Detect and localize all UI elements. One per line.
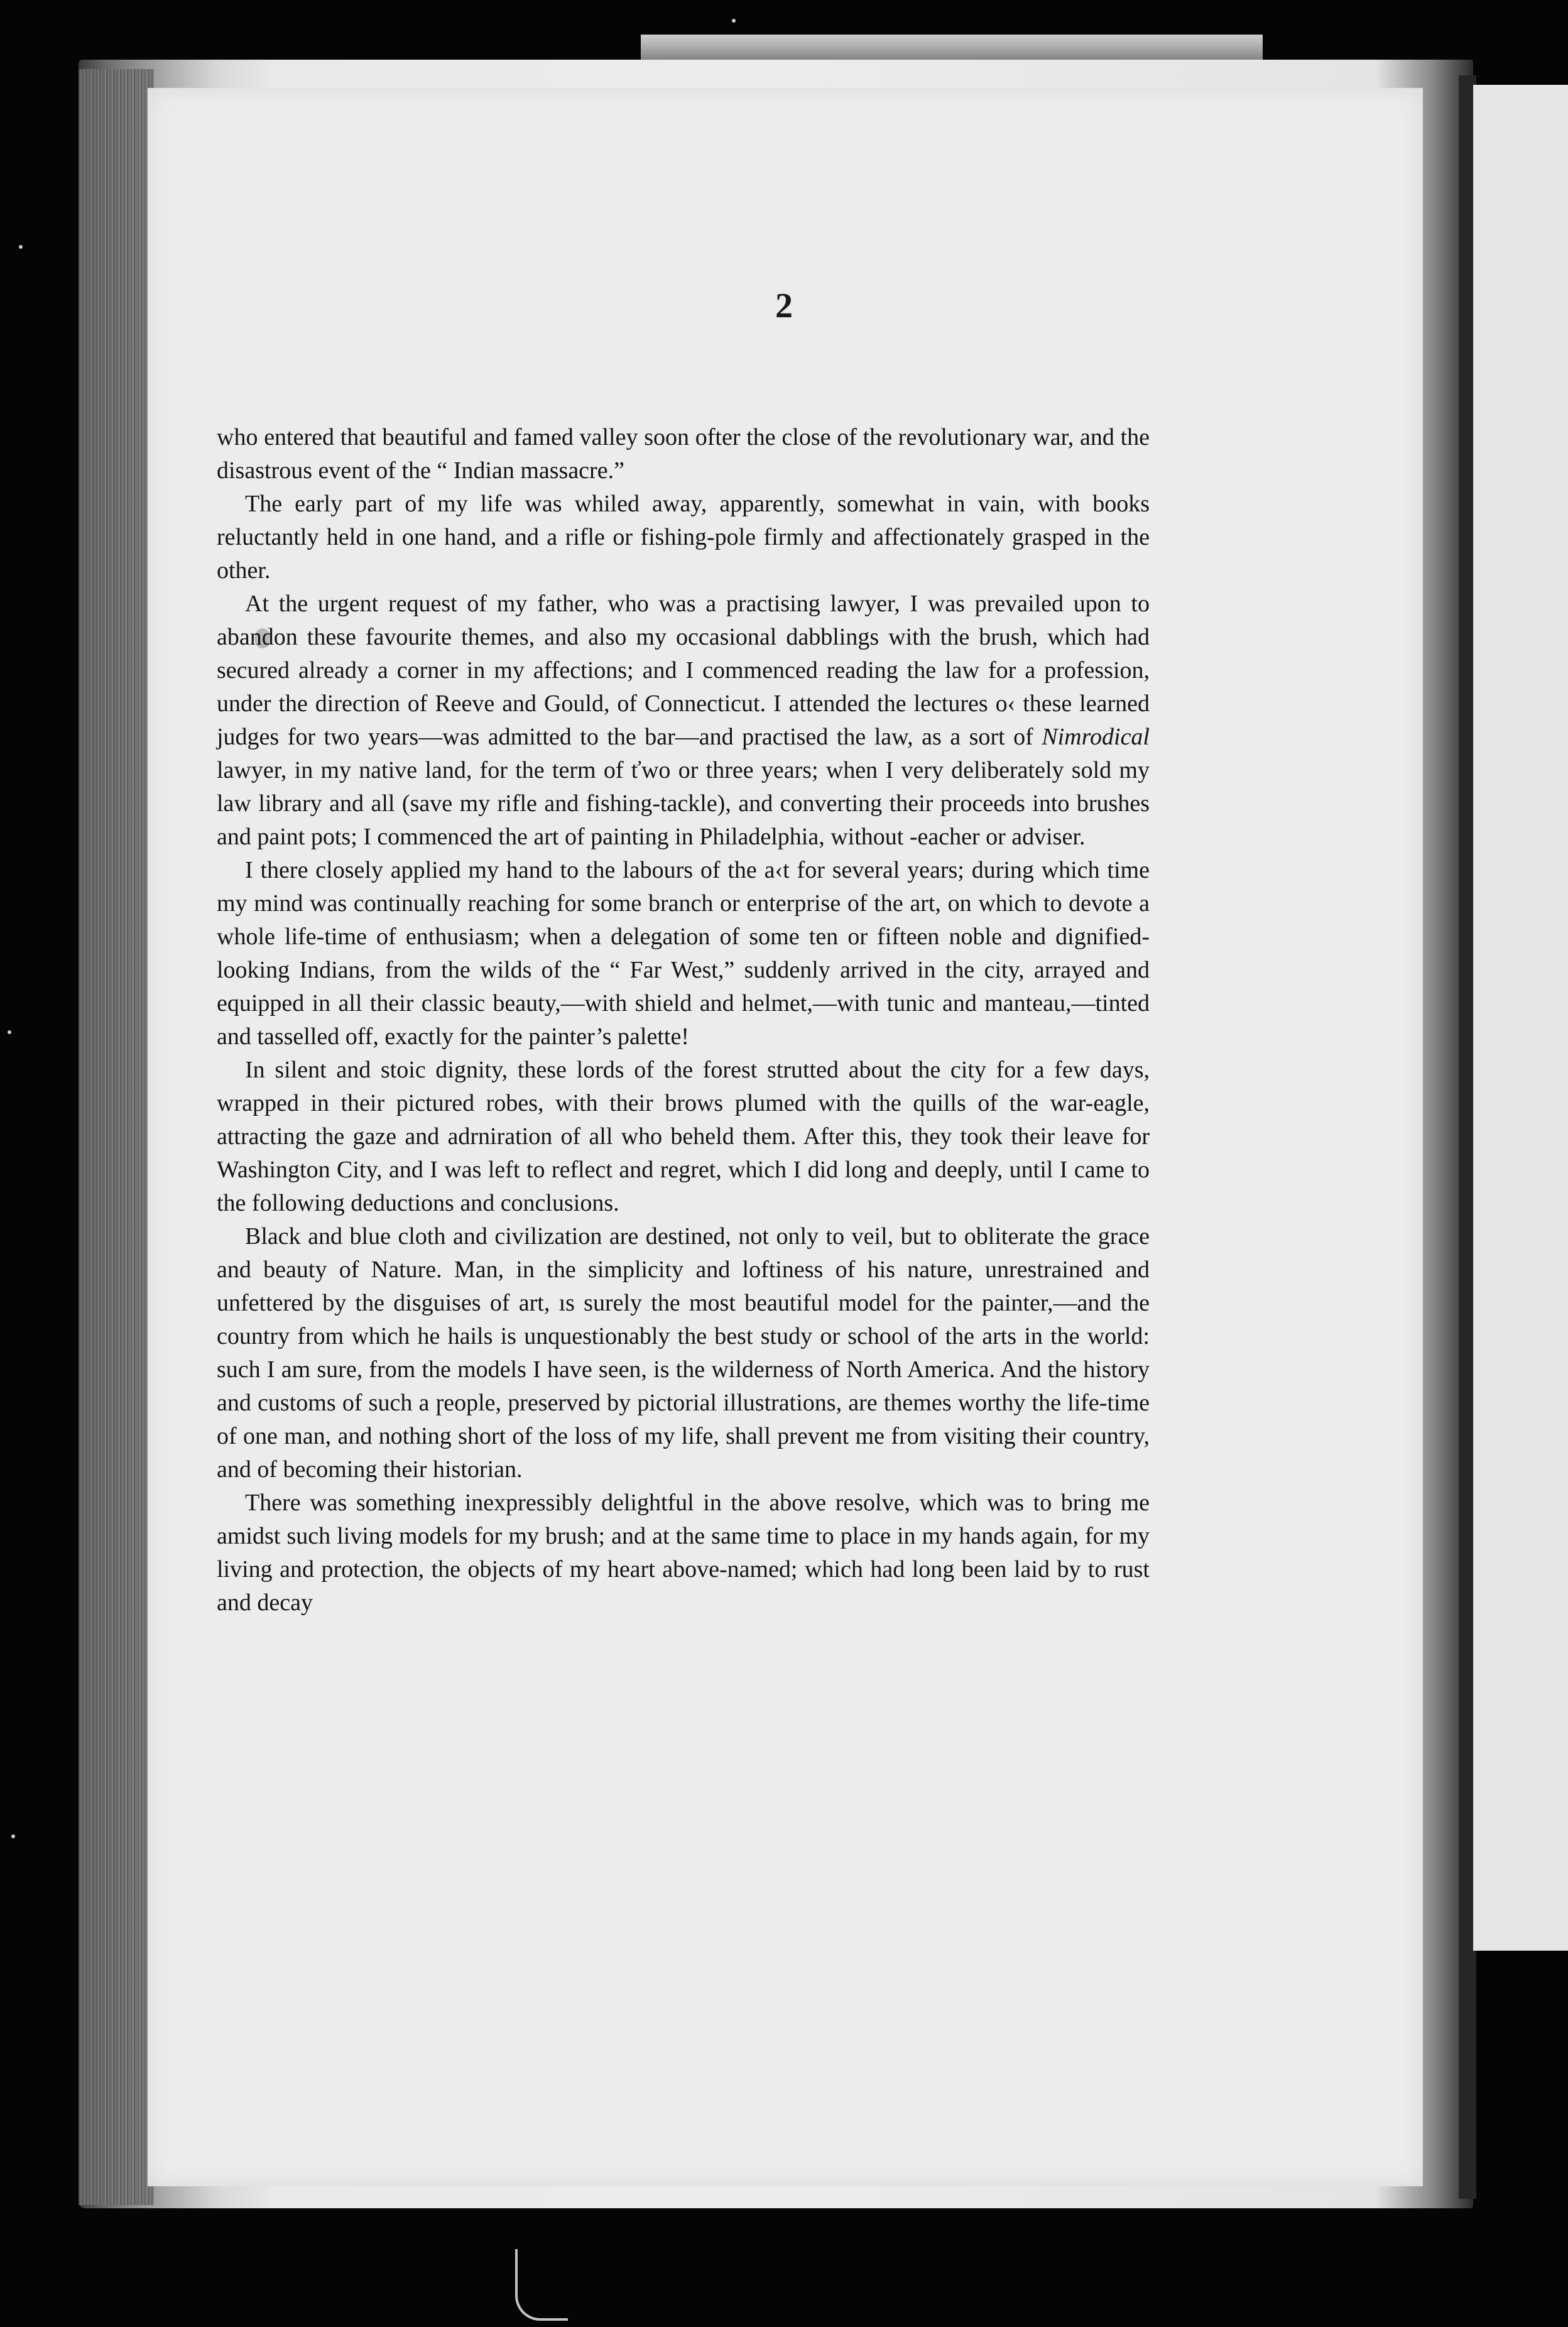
paragraph-3-part-2: lawyer, in my native land, for the term of ťwo or three years; when I very deliberately sold my law library and all (save my rifle and fishing-tackle), and converting their proceeds into brushes and paint pots; I commenced the art of painting in Philadelphia, without ‑eacher or adviser.	[217, 757, 1150, 850]
paragraph-6: Black and blue cloth and civilization are destined, not only to veil, but to obliterate the grace and beauty of Nature. Man, in the simplicity and loftiness of his nature, unrestrained and unfettered by the disguises of art, ıs surely the most beautiful model for the painter,—and the country from which he hails is unquestionably the best study or school of the arts in the world: such I am sure, from the models I have seen, is the wilderness of North America. And the history and customs of such a ɼeople, preserved by pictorial illustrations, are themes worthy the life-time of one man, and nothing short of the loss of my life, shall prevent me from visiting their country, and of becoming their historian.	[217, 1223, 1150, 1483]
paragraph-3-part-1: At the urgent request of my father, who was a practising lawyer, I was prevailed upon to abandon these favourite themes, and also my occasional dabblings with the brush, which had secured already a corner in my affections; and I commenced reading the law for a profession, under the direction of Reeve and Gould, of Connecticut. I attended the lectures o‹ these learned judges for two years—was admitted to the bar—and practised the law, as a sort of	[217, 591, 1150, 750]
paragraph-3	[217, 587, 1150, 854]
next-page-edge	[1473, 85, 1568, 1951]
paragraph-7: There was something inexpressibly delightful in the above resolve, which was to bring me amidst such living models for my brush; and at the same time to place in my hands again, for my living and protection, the objects of my heart above-named; which had long been laid by to rust and decay	[217, 1490, 1150, 1616]
scan-scratch	[515, 2249, 568, 2321]
scan-dust	[732, 19, 736, 23]
paragraph-4: I there closely applied my hand to the labours of the a‹t for several years; during which time my mind was continually reaching for some branch or enterprise of the art, on which to devote a whole life-time of enthusiasm; when a delegation of some ten or fifteen noble and dignified-looking Indians, from the wilds of the “ Far West,” suddenly arrived in the city, arrayed and equipped in all their classic beauty,—with shield and helmet,—with tunic and manteau,—tinted and tasselled off, exactly for the painter’s palette!	[217, 857, 1150, 1050]
paragraph-1: who entered that beautiful and famed valley soon ofter the close of the revolutionary war, and the disastrous event of the “ Indian massacre.”	[217, 424, 1150, 484]
scan-dust	[19, 245, 23, 249]
paragraph-5: In silent and stoic dignity, these lords of the forest strutted about the city for a few days, wrapped in their pictured robes, with their brows plumed with the quills of the war-eagle, attracting the gaze and adrniration of all who beheld them. After this, they took their leave for Washington City, and I was left to reflect and regret, which I did long and deeply, until I came to the following deductions and conclusions.	[217, 1057, 1150, 1216]
scan-dust	[8, 1030, 11, 1034]
page-body-text	[217, 421, 1150, 1620]
scan-dust	[11, 1834, 15, 1838]
paragraph-2: The early part of my life was whiled away, apparently, somewhat in vain, with books reluctantly held in one hand, and a rifle or fishing-pole firmly and affectionately grasped in the other.	[217, 491, 1150, 584]
page-edges	[79, 69, 154, 2205]
italic-term: Nimrodical	[1042, 724, 1150, 750]
page-number: 2	[775, 286, 793, 325]
